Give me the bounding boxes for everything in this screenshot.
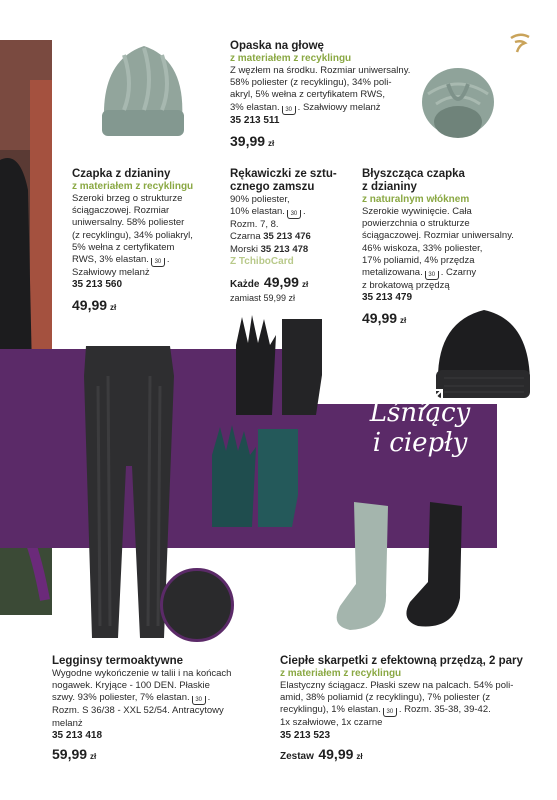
opaska-subtitle: z materiałem z recyklingu: [230, 53, 352, 64]
skarpetki-number: 35 213 523: [280, 729, 331, 741]
headline-line2: i ciepły: [372, 428, 468, 458]
blyszczaca-title-1: Błyszcząca czapka: [362, 168, 465, 180]
opaska-desc-3: akryl, 5% wełna z certyfikatem RWS,: [230, 89, 386, 101]
blyszczaca-number: 35 213 479: [362, 292, 413, 304]
opaska-desc-2: 58% poliester (z recyklingu), 34% poli-: [230, 77, 392, 89]
socks-image: [330, 502, 466, 634]
sage-beanie-image: [94, 40, 192, 138]
product-opaska: Opaska na głowę z materiałem z recyklingu Z węzłem na środku. Rozmiar uniwersalny. 58% poliester (z recyklingu), 34% poli- akryl, 5% wełna z certyfikatem RWS, 3% elastan. 30 . Szałwiowy melanż 35 213 511 39,99 zł: [230, 40, 420, 149]
set-label: Zestaw: [280, 750, 314, 762]
skarpetki-desc-1: Elastyczny ściągacz. Płaski szew na palcach. 54% poli-: [280, 680, 514, 691]
leggings-detail-circle: [160, 568, 234, 642]
czapka-color: Szałwiowy melanż: [72, 267, 150, 279]
czapka-title: Czapka z dzianiny: [72, 168, 171, 180]
wash-icon: 30: [151, 258, 165, 267]
skarpetki-subtitle: z materiałem z recyklingu: [280, 668, 402, 679]
blyszczaca-price: 49,99 zł: [362, 310, 407, 327]
headline-line1: Lśniący: [369, 398, 471, 428]
czapka-desc-5: 5% wełna z certyfikatem: [72, 241, 175, 253]
arrow-icon: [418, 384, 448, 414]
product-skarpetki: Ciepłe skarpetki z efektowną przędzą, 2 pary z materiałem z recyklingu Elastyczny ściągacz. Płaski szew na palcach. 54% poli- amid, 38% poliamid (z recyklingu), 7% poliester (z recyklingu), 1% elastan. 30 . Rozm. 35-38, 39-42. 1x szałwiowe, 1x czarne 35 213 523 Zestaw 49,99 zł: [280, 655, 550, 764]
blyszczaca-desc-4: 46% wiskoza, 33% poliester,: [362, 242, 483, 254]
rekawiczki-sizes: Rozm. 7, 8.: [230, 219, 279, 231]
wash-icon: 30: [282, 106, 296, 115]
legginsy-color: melanż: [52, 717, 83, 729]
skarpetki-colors: 1x szałwiowe, 1x czarne: [280, 717, 383, 729]
rekawiczki-title-1: Rękawiczki ze sztu-: [230, 168, 337, 180]
wash-icon: 30: [425, 271, 439, 280]
blyszczaca-title-2: z dzianiny: [362, 181, 417, 193]
product-legginsy: Legginsy termoaktywne Wygodne wykończenie w talii i na końcach nogawek. Kryjące - 100 DEN. Płaskie szwy. 93% poliester, 7% elastan. 30 . Rozm. S 36/38 - XXL 52/54. Antracytowy melanż 35 213 418 59,99 zł: [52, 655, 272, 762]
headband-image: [418, 64, 498, 142]
rekawiczki-price: Każde 49,99 zł: [230, 273, 309, 290]
skarpetki-price: Zestaw 49,99 zł: [280, 745, 363, 762]
tchibocard-label: Z TchiboCard: [230, 255, 294, 267]
czapka-desc-1: Szeroki brzeg o strukturze: [72, 193, 183, 204]
legginsy-title: Legginsy termoaktywne: [52, 655, 184, 667]
opaska-price: 39,99 zł: [230, 132, 275, 149]
rekawiczki-desc-2: 10% elastan.: [230, 206, 285, 218]
blyszczaca-color-2: z brokatową przędzą: [362, 280, 450, 292]
rekawiczki-variant-1-color: Czarna: [230, 231, 261, 243]
blyszczaca-subtitle: z naturalnym włóknem: [362, 194, 470, 205]
opaska-color: Szałwiowy melanż: [302, 101, 381, 113]
czapka-desc-2: ściągaczowej. Rozmiar: [72, 205, 170, 217]
czapka-desc-3: uniwersalny. 58% poliester: [72, 217, 185, 229]
rekawiczki-variant-2-color: Morski: [230, 243, 258, 255]
blyszczaca-desc-3: ściągaczowej. Rozmiar uniwersalny.: [362, 230, 514, 242]
rekawiczki-desc-1: 90% poliester,: [230, 194, 290, 205]
product-czapka: Czapka z dzianiny z materiałem z recyklingu Szeroki brzeg o strukturze ściągaczowej. Rozmiar uniwersalny. 58% poliester (z recyklingu), 34% poliakryl, 5% wełna z certyfikatem RWS, 3% elastan. 30 . Szałwiowy melanż 35 213 560 49,99 zł: [72, 168, 222, 313]
skarpetki-desc-3: recyklingu), 1% elastan.: [280, 704, 381, 716]
legginsy-desc-2: nogawek. Kryjące - 100 DEN. Płaskie: [52, 680, 210, 692]
opaska-title: Opaska na głowę: [230, 40, 324, 52]
skarpetki-desc-2: amid, 38% poliamid (z recyklingu), 7% poliester (z: [280, 692, 491, 704]
skarpetki-title: Ciepłe skarpetki z efektowną przędzą, 2 pary: [280, 655, 523, 667]
legginsy-desc-4: Rozm. S 36/38 - XXL 52/54. Antracytowy: [52, 705, 224, 717]
blyszczaca-desc-5: 17% poliamid, 4% przędza: [362, 254, 475, 266]
blyszczaca-desc-2: powierzchnia o strukturze: [362, 218, 470, 230]
instead-price: zamiast 59,99 zł: [230, 292, 296, 303]
black-gloves-image: [232, 315, 326, 415]
blyszczaca-color: Czarny: [446, 267, 477, 279]
czapka-desc-4: (z recyklingu), 34% poliakryl,: [72, 229, 193, 241]
legginsy-number: 35 213 418: [52, 729, 103, 741]
tchibo-logo-icon: [507, 30, 533, 56]
czapka-price: 49,99 zł: [72, 297, 117, 314]
rekawiczki-variant-2-number: 35 213 478: [260, 243, 309, 255]
product-blyszczaca: Błyszcząca czapka z dzianiny z naturalnym włóknem Szerokie wywinięcie. Cała powierzchnia o strukturze ściągaczowej. Rozmiar uniwersalny. 46% wiskoza, 33% poliester, 17% poliamid, 4% przędza metalizowana. 30 . Czarny z brokatową przędzą 35 213 479 49,99 zł: [362, 168, 552, 326]
wash-icon: 30: [287, 210, 301, 219]
petrol-gloves-image: [210, 425, 302, 527]
opaska-number: 35 213 511: [230, 114, 280, 126]
czapka-number: 35 213 560: [72, 279, 123, 291]
rekawiczki-variant-1-number: 35 213 476: [263, 231, 311, 243]
wash-icon: 30: [192, 696, 206, 705]
legginsy-price: 59,99 zł: [52, 745, 97, 762]
legginsy-desc-3: szwy. 93% poliester, 7% elastan.: [52, 692, 190, 704]
czapka-desc-6: RWS, 3% elastan.: [72, 254, 149, 266]
blyszczaca-desc-6: metalizowana.: [362, 267, 423, 279]
opaska-desc-1: Z węzłem na środku. Rozmiar uniwersalny.: [230, 65, 411, 76]
each-label: Każde: [230, 278, 260, 290]
skarpetki-sizes: Rozm. 35-38, 39-42.: [404, 704, 491, 716]
product-rekawiczki: Rękawiczki ze sztu- cznego zamszu 90% poliester, 10% elastan. 30 . Rozm. 7, 8. Czarna 35 213 476 Morski 35 213 478 Z TchiboCard Każde 49,99 zł zamiast 59,99 zł: [230, 168, 355, 304]
rekawiczki-title-2: cznego zamszu: [230, 181, 315, 193]
opaska-desc-4: 3% elastan.: [230, 101, 280, 113]
legginsy-desc-1: Wygodne wykończenie w talii i na końcach: [52, 668, 232, 679]
czapka-subtitle: z materiałem z recyklingu: [72, 181, 194, 192]
wash-icon: 30: [383, 708, 397, 717]
blyszczaca-desc-1: Szerokie wywinięcie. Cała: [362, 206, 472, 217]
